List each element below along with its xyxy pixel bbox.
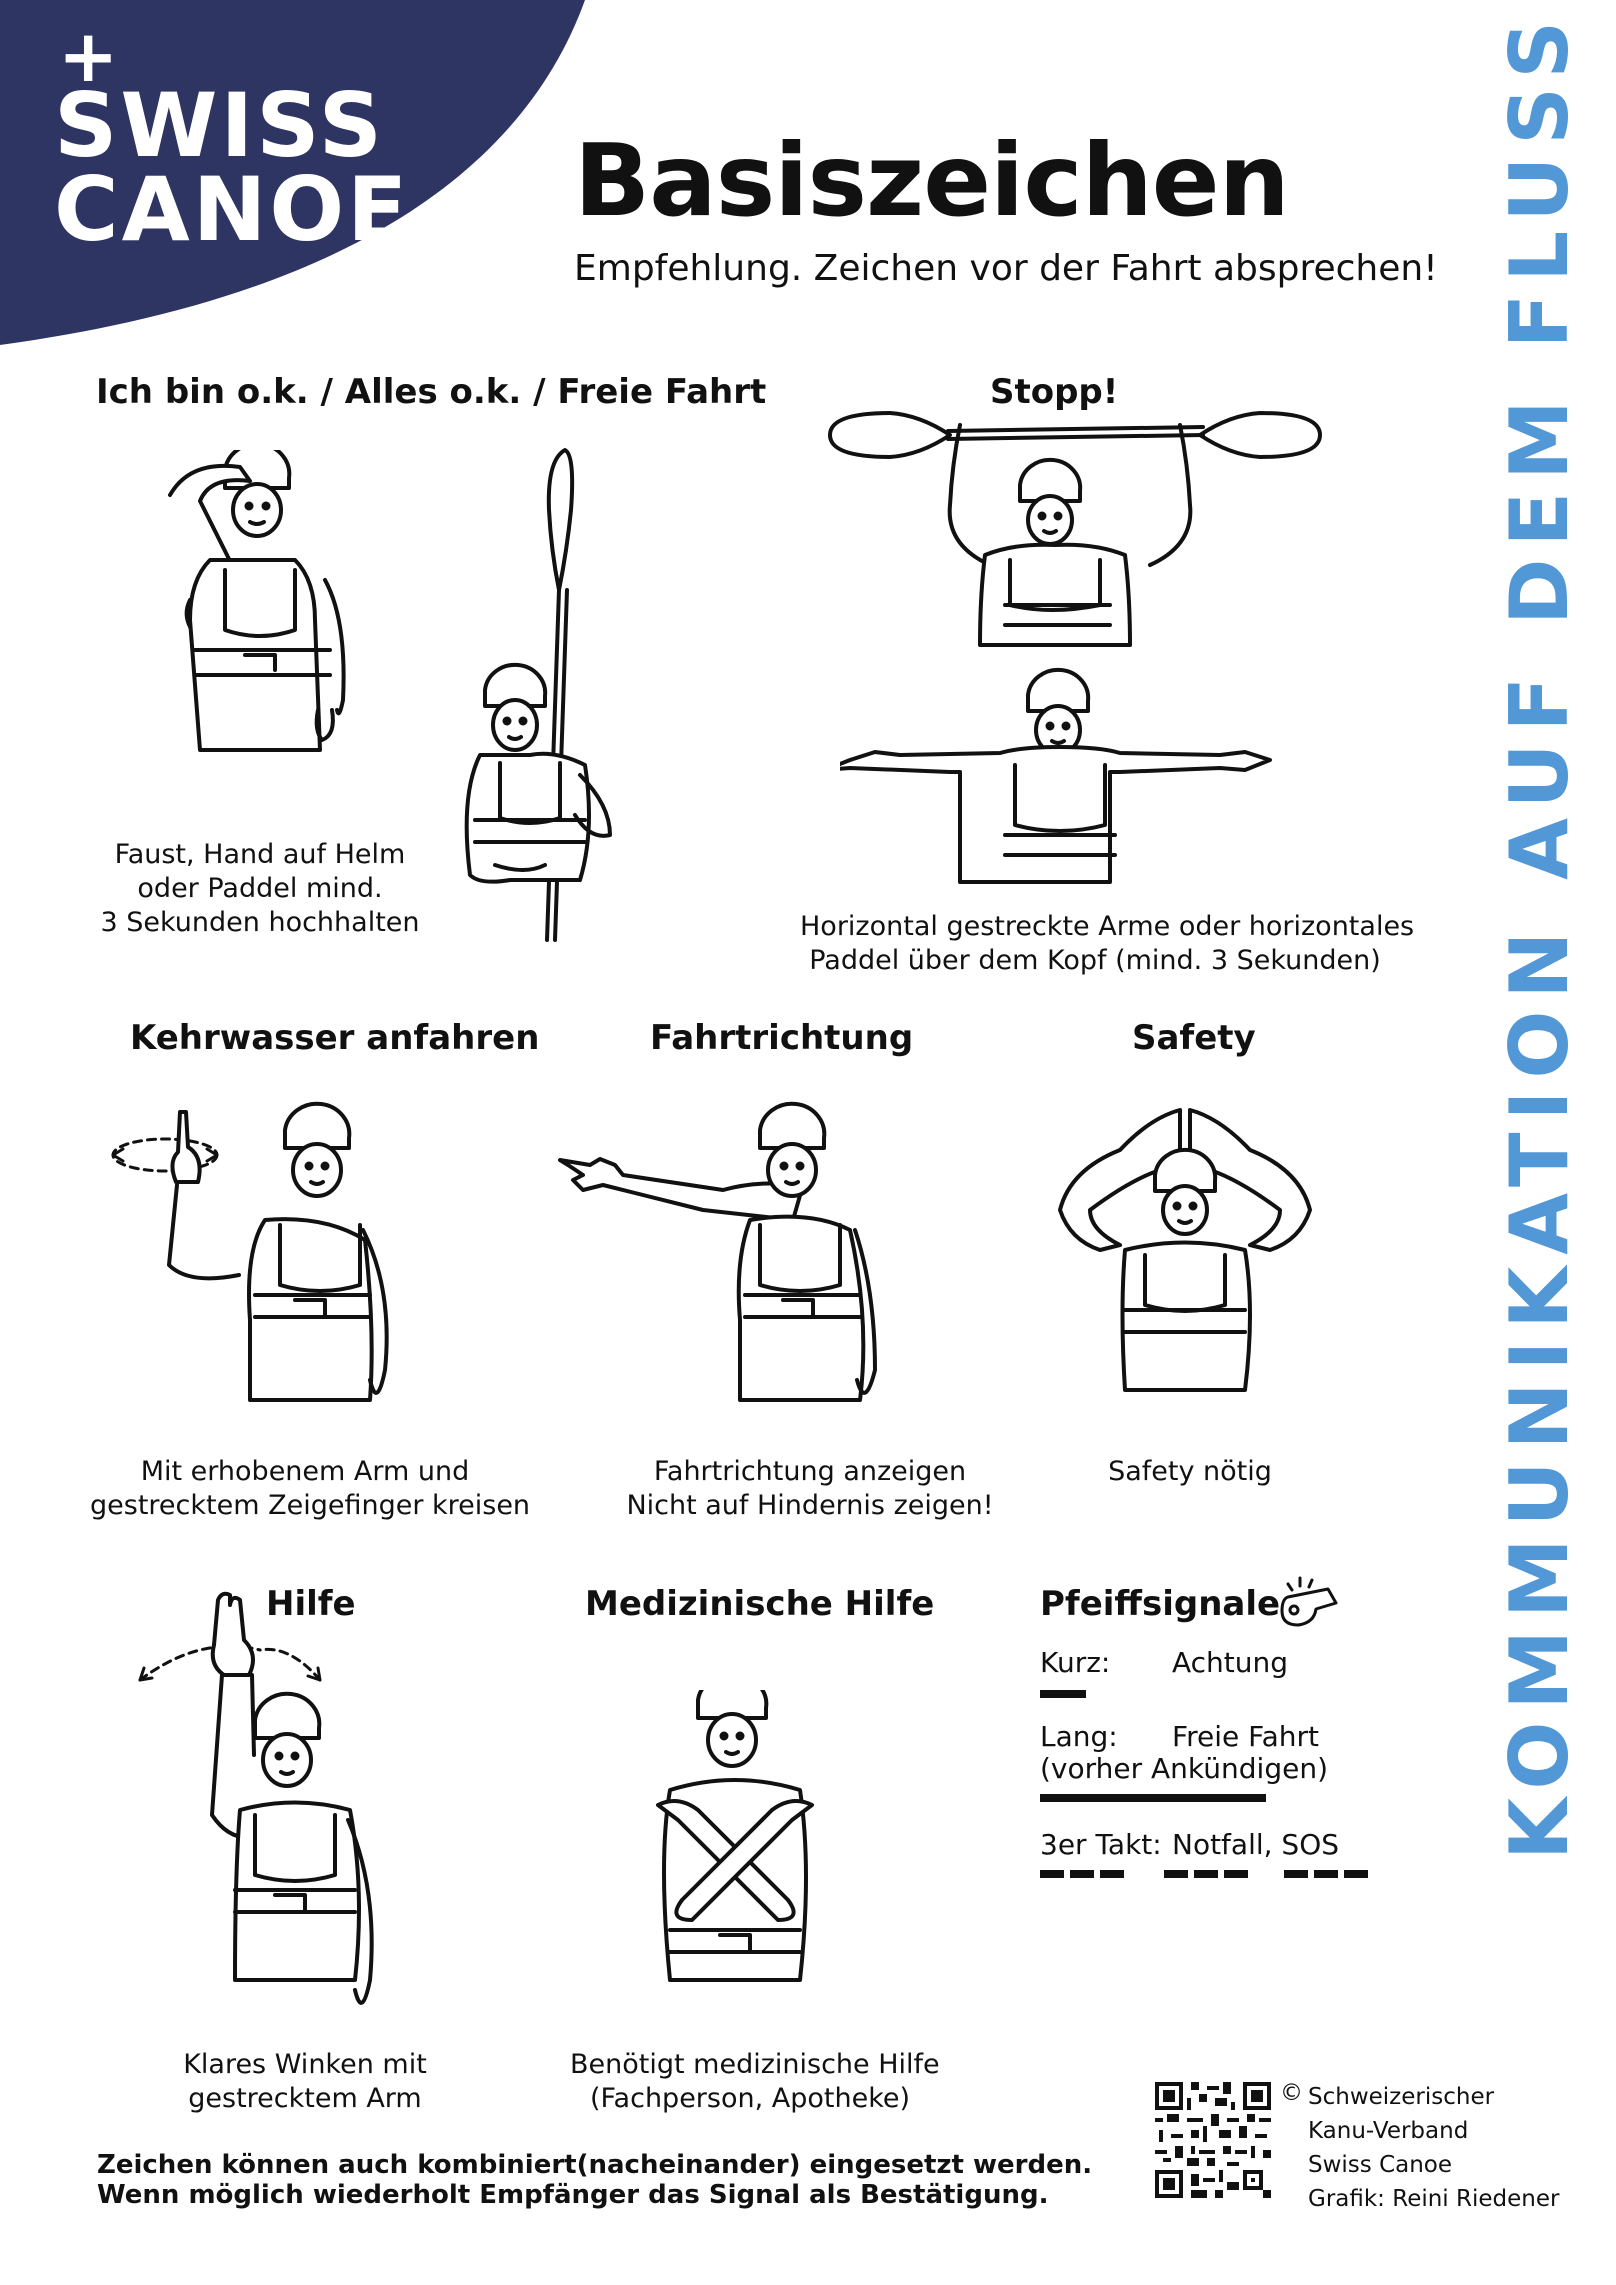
whistle-short-meaning: Achtung bbox=[1172, 1646, 1289, 1679]
figure-ok-paddle-raised bbox=[455, 445, 630, 945]
side-title: KOMMUNIKATION AUF DEM FLUSS bbox=[1493, 9, 1586, 1860]
page-subtitle: Empfehlung. Zeichen vor der Fahrt absprechen! bbox=[574, 248, 1438, 289]
logo-plus: + bbox=[58, 14, 119, 98]
page-title: Basiszeichen bbox=[574, 122, 1289, 239]
heading-kehrwasser: Kehrwasser anfahren bbox=[130, 1018, 540, 1058]
qr-code[interactable] bbox=[1155, 2082, 1271, 2198]
figure-hilfe-waving-arm bbox=[130, 1585, 400, 2045]
whistle-sos-meaning: Notfall, SOS bbox=[1172, 1828, 1340, 1861]
figure-medizin-crossed-arms bbox=[640, 1690, 830, 1990]
figure-stopp-arms-horizontal bbox=[840, 665, 1280, 895]
heading-hilfe: Hilfe bbox=[266, 1584, 356, 1624]
heading-ok: Ich bin o.k. / Alles o.k. / Freie Fahrt bbox=[96, 372, 767, 412]
heading-fahrtrichtung: Fahrtrichtung bbox=[650, 1018, 914, 1058]
whistle-sos-bar bbox=[1070, 1870, 1094, 1878]
caption-medizin: Benötigt medizinische Hilfe (Fachperson, Apotheke) bbox=[570, 2049, 940, 2114]
whistle-short-label: Kurz: bbox=[1040, 1646, 1111, 1679]
caption-hilfe: Klares Winken mit gestrecktem Arm bbox=[183, 2049, 427, 2114]
whistle-sos-bar bbox=[1284, 1870, 1308, 1878]
figure-ok-hand-on-helmet bbox=[110, 450, 350, 780]
heading-stopp: Stopp! bbox=[990, 372, 1119, 412]
whistle-sos-bar bbox=[1344, 1870, 1368, 1878]
whistle-sos-bar bbox=[1100, 1870, 1124, 1878]
whistle-icon bbox=[1268, 1572, 1348, 1632]
whistle-long-meaning: Freie Fahrt bbox=[1172, 1720, 1320, 1753]
credits: Schweizerischer Kanu-Verband Swiss Canoe Grafik: Reini Riedener bbox=[1308, 2084, 1560, 2212]
figure-stopp-paddle-overhead bbox=[820, 405, 1330, 655]
whistle-sos-label: 3er Takt: bbox=[1040, 1828, 1162, 1861]
caption-fahrtrichtung: Fahrtrichtung anzeigen Nicht auf Hindernis zeigen! bbox=[626, 1456, 994, 1521]
logo-line-1: SWISS bbox=[54, 74, 385, 177]
whistle-long-bar bbox=[1040, 1794, 1266, 1802]
figure-fahrtrichtung-pointing-arm bbox=[555, 1100, 915, 1440]
whistle-sos-bar bbox=[1194, 1870, 1218, 1878]
whistle-long-label: Lang: bbox=[1040, 1720, 1118, 1753]
copyright-symbol: © bbox=[1280, 2080, 1303, 2106]
logo-line-2: CANOE bbox=[54, 158, 411, 261]
whistle-heading: Pfeiffsignale bbox=[1040, 1584, 1281, 1624]
caption-kehrwasser: Mit erhobenem Arm und gestrecktem Zeigefinger kreisen bbox=[90, 1456, 531, 1521]
figure-safety-arms-over-head bbox=[1040, 1100, 1330, 1400]
whistle-sos-bar bbox=[1314, 1870, 1338, 1878]
whistle-long-note: (vorher Ankündigen) bbox=[1040, 1752, 1328, 1785]
heading-medizin: Medizinische Hilfe bbox=[585, 1584, 935, 1624]
swiss-canoe-logo bbox=[54, 74, 411, 261]
figure-kehrwasser-circling-finger bbox=[105, 1100, 425, 1440]
whistle-sos-bar bbox=[1164, 1870, 1188, 1878]
heading-safety: Safety bbox=[1132, 1018, 1256, 1058]
whistle-sos-bar bbox=[1040, 1870, 1064, 1878]
whistle-sos-bar bbox=[1224, 1870, 1248, 1878]
caption-stopp: Horizontal gestreckte Arme oder horizontales Paddel über dem Kopf (mind. 3 Sekunden) bbox=[800, 911, 1415, 976]
caption-ok: Faust, Hand auf Helm oder Paddel mind. 3 Sekunden hochhalten bbox=[100, 839, 420, 938]
caption-safety: Safety nötig bbox=[1108, 1456, 1272, 1487]
whistle-short-bar bbox=[1040, 1690, 1086, 1698]
footer-note: Zeichen können auch kombiniert(nacheinander) eingesetzt werden. Wenn möglich wiederholt Empfänger das Signal als Bestätigung. bbox=[97, 2150, 1093, 2210]
